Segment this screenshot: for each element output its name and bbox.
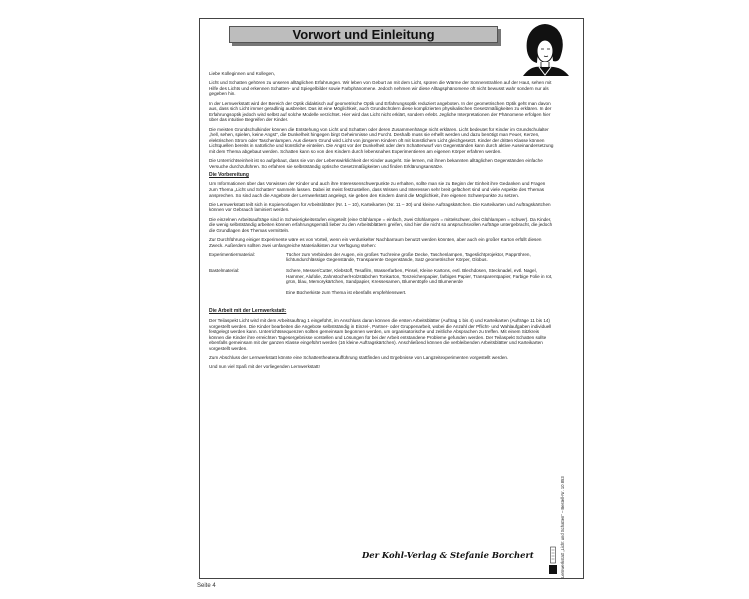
signature: Der Kohl-Verlag & Stefanie Borchert [362, 550, 534, 560]
arbeit-paragraph-3: Und nun viel Spaß mit der vorliegenden Lernwerkstatt! [209, 364, 320, 370]
vorbereitung-paragraph-2: Die Lernwerkstatt teilt sich in Kopiervorlagen für Arbeitsblätter (Nr. 1 – 10), Karteikarten (Nr. 11 – 30) und kleine Auftragskärtchen. Die Karteikarten und Auftragskärtchen können vor Gebrauch laminiert werden. [209, 201, 551, 213]
publisher-logo-icon [548, 543, 558, 575]
book-note: Eine Bücherkiste zum Thema ist ebenfalls empfehlenswert. [286, 289, 407, 295]
intro-paragraph-2: In der Lernwerkstatt wird der Bereich der Optik didaktisch auf geometrische Optik und Erfahrungsoptik reduziert angeboten. In der geometrischen Optik geht man davon aus, dass sich Licht immer geradlinig ausbreitet. Das ist eine Möglichkeit, auch Grundschülern diese komplizierten physikalischen Gesetzmäßigkeiten zu erklären. In der Erfahrungsoptik jedoch wird selbst auf solche Modelle verzichtet. Hier wird das Licht nicht erklärt, sondern erlebt. Jegliche Interpretationen der Phänomene erfolgen hier über das intuitive Begreifen der Kinder. [209, 100, 552, 123]
material-label: Bastelmaterial: [209, 267, 240, 273]
material-row [209, 268, 554, 285]
arbeit-paragraph-1: Der Teilaspekt Licht wird mit dem Arbeitsauftrag 1 eingeführt, im Anschluss daran können die ersten Arbeitsblätter (Auftrag 1 bis 4) und Karteikarten (Aufträge 11 bis 14) vorgestellt werden. Die Kinder bearbeiten die Angebote selbstständig in Einzel-, Partner- oder Gruppenarbeit, wobei die Anzahl der Pflicht- und Wahlaufgaben individuell festgelegt werden kann. Unterrichtssequenzen sollten gemeinsam begonnen werden, um organisatorische und zeitliche Absprachen zu treffen. Mit einem Sitzkreis können die Kinder ihre erreichten Tagesergebnisse vorstellen und Lösungen für bei der Arbeit entstandene Probleme gefunden werden. Der Teilaspekt Schatten sollte ebenfalls gemeinsam mit der ganzen Klasse eingeführt werden (16 kleine Auftragskärtchen). Anschließend können die verbleibenden Arbeitsblätter und Karteikarten vorgestellt werden. [209, 317, 552, 351]
section-heading-vorbereitung: Die Vorbereitung [209, 171, 249, 178]
section-heading-arbeit: Die Arbeit mit der Lernwerkstatt: [209, 308, 287, 315]
material-row [209, 252, 554, 263]
page-title-text: Vorwort und Einleitung [292, 27, 435, 42]
material-value: Schere, Messer/Cutter, Klebstoff, Tesafilm, Wasserfarben, Pinsel, Kleine Kartons, evtl. Blechdosen, Stecknadel, evtl. Nagel, Hammer, Alufolie, Zahnstocher/Holzstäbchen Tonkarton, Tonzeichenpapier, farbiges Papier, Transparentpapier, Farbige Folie in rot, grün, blau, Memorykärtchen, Sandpapier, Kressesamen, Blumentöpfe und Blumenerde [286, 267, 553, 285]
vorbereitung-paragraph-4: Zur Durchführung einiger Experimente wäre es von Vorteil, wenn ein verdunkelter Nachbarraum benutzt werden könnten, aber auch ein großer Karton erfüllt diesen Zweck. Außerdem sollten zwei umfangreiche Materialkisten zur Verfügung stehen: [209, 237, 542, 248]
arbeit-paragraph-2: Zum Abschluss der Lernwerkstatt könnte eine Schattentheateraufführung stattfinden und Ergebnisse von Langzeitexperimenten vorgestellt werden. [209, 355, 509, 361]
material-label: Experimentiermaterial: [209, 251, 255, 257]
side-label-text: Lernwerkstatt „Licht und Schatten“ – Bestell-Nr. 10 853 [560, 476, 565, 578]
side-label [560, 474, 580, 578]
book-note-row [209, 290, 554, 296]
intro-paragraph-4: Die Unterrichtseinheit ist so aufgebaut, dass sie von der Lebenswirklichkeit der Kinder ausgeht. Sie lernen, mit ihnen bekannten alltäglichen Gegenständen einfache Versuche durchzuführen. So erfahren sie selbstständig optische Gesetzmäßigkeiten und finden Erklärungsansätze. [209, 158, 543, 169]
page-title [229, 26, 498, 43]
material-value: Tücher zum Verbinden der Augen, ein großes Tuchreine große Decke, Taschenlampen, Tageslichtprojektor, Pappröhren, lichtundurchlässige Gegenstände, Transparente Gegenstände, Satz geometrischer Körper, Globus. [286, 251, 531, 263]
intro-paragraph-1: Licht und Schatten gehören zu unseren alltäglichen Erfahrungen. Wir leben von Geburt an mit dem Licht, spüren die Wärme der Sonnenstrahlen auf der Haut, sehen mit Hilfe des Lichts und erkennen Schatten- und Spiegelbilder sowie Farbphänomene. Jedoch nehmen wir diese Alltagsphänomene oft nicht bewusst wahr sondern nur als gegeben hin. [209, 80, 552, 97]
greeting: Liebe Kolleginnen und Kollegen, [209, 71, 275, 76]
page-number: Seite 4 [197, 583, 216, 589]
body-text [209, 71, 554, 373]
vorbereitung-paragraph-3: Die einzelnen Arbeitsaufträge sind in Schwierigkeitsstufen eingeteilt (eine Glühlampe = einfach, zwei Glühlampen = mittelschwer, drei Glühlampen = schwer). Da Kinder, die wenig selbstständig arbeiten können erfahrungsgemäß lieber zu den Arbeitsblättern greifen, sind hier die nicht so anspruchsvollen Aufträge untergebracht, die jedoch die Grundlagen des Themas vermitteln. [209, 216, 553, 233]
author-portrait-icon [511, 21, 578, 76]
intro-paragraph-3: Die meisten Grundschulkinder können die Entstehung von Licht und Schatten oder deren Zusammenhänge nicht erklären. Licht bedeutet für Kinder im Grundschulalter „hell, sehen, spielen, keine Angst“, die Dunkelheit hingegen birgt Geheimnisse und Furcht. Deshalb muss sie erhellt werden und dazu benötigt man Feuer, Kerzen, elektrischen Strom oder Taschenlampen. Aus diesem Grund wird Licht von jüngeren Kindern oft mit künstlichem Licht gleichgesetzt. Kinder der dritten Klasse können Lichtquellen bereits in natürliche und künstliche einteilen. Die Angst vor der Dunkelheit oder dem Schattenwurf von Gegenständen kann durch aktive Auseinandersetzung mit dem Thema abgebaut werden. Schatten kann so von den Kindern durch lebensnahes Experimentieren am eigenen Körper erfahren werden. [209, 126, 554, 154]
vorbereitung-paragraph-1: Um Informationen über das Vorwissen der Kinder und auch ihre Interessenschwerpunkte zu erhalten, sollte man sie zu Beginn der Einheit ihre Gedanken und Fragen zum Thema „Licht und Schatten“ sammeln lassen. Dabei ist meist festzustellen, dass Wissen und Interessen sehr breit gefächert sind und viele Aspekte des Themas ansprechen. So sind auch die Angebote der Lernwerkstatt angelegt, sie geben den Kindern damit die Möglichkeit, ihre eigenen Schwerpunkte zu setzen. [209, 181, 546, 198]
